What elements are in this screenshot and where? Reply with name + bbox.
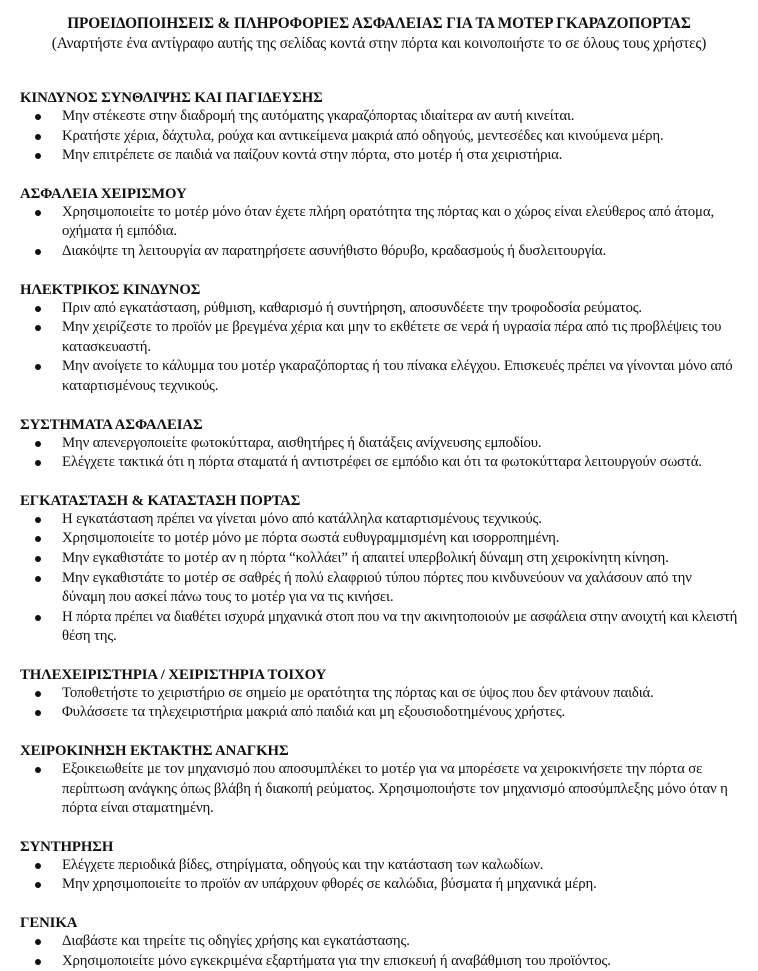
list-item <box>20 529 738 549</box>
bullet-list <box>20 684 738 723</box>
bullet-dot-icon <box>35 460 41 466</box>
list-item-text: Μην χειρίζεστε το προϊόν με βρεγμένα χέρια και μην το εκθέτετε σε νερά ή υγρασία πέρα από τις προβλέψεις του κατασκευαστή. <box>62 319 722 355</box>
list-item-text: Διαβάστε και τηρείτε τις οδηγίες χρήσης και εγκατάστασης. <box>62 933 410 950</box>
list-item-text: Μην ανοίγετε το κάλυμμα του μοτέρ γκαραζόπορτας ή του πίνακα ελέγχου. Επισκευές πρέπει να γίνονται μόνο από καταρτισμένους τεχνικούς. <box>62 358 733 394</box>
bullet-dot-icon <box>35 959 41 965</box>
bullet-dot-icon <box>35 691 41 697</box>
list-item-text: Μην επιτρέπετε σε παιδιά να παίζουν κοντά στην πόρτα, στο μοτέρ ή στα χειριστήρια. <box>62 147 563 164</box>
section <box>20 742 738 819</box>
list-item <box>20 932 738 952</box>
section <box>20 914 738 971</box>
bullet-list <box>20 856 738 895</box>
document-subtitle: (Αναρτήστε ένα αντίγραφο αυτής της σελίδας κοντά στην πόρτα και κοινοποιήστε το σε όλους τους χρήστες) <box>51 35 707 52</box>
section-title: ΣΥΣΤΗΜΑΤΑ ΑΣΦΑΛΕΙΑΣ <box>20 416 203 433</box>
list-item <box>20 357 738 396</box>
section-title: ΚΙΝΔΥΝΟΣ ΣΥΝΘΛΙΨΗΣ ΚΑΙ ΠΑΓΙΔΕΥΣΗΣ <box>20 90 323 106</box>
section <box>20 666 738 723</box>
bullet-dot-icon <box>35 249 41 255</box>
section-title: ΗΛΕΚΤΡΙΚΟΣ ΚΙΝΔΥΝΟΣ <box>20 281 201 298</box>
bullet-dot-icon <box>35 364 41 370</box>
list-item-text: Μην απενεργοποιείτε φωτοκύτταρα, αισθητήρες ή διατάξεις ανίχνευσης εμποδίου. <box>62 434 542 451</box>
list-item <box>20 760 738 819</box>
list-item-text: Πριν από εγκατάσταση, ρύθμιση, καθαρισμό ή συντήρηση, αποσυνδέετε την τροφοδοσία ρεύματος. <box>62 299 642 316</box>
bullet-list <box>20 299 738 397</box>
bullet-dot-icon <box>35 556 41 562</box>
bullet-list <box>20 434 738 473</box>
list-item <box>20 242 738 262</box>
bullet-dot-icon <box>35 153 41 159</box>
list-item-text: Τοποθετήστε το χειριστήριο σε σημείο με ορατότητα της πόρτας και σε ύψος που δεν φτάνουν παιδιά. <box>62 684 654 701</box>
section-title: ΧΕΙΡΟΚΙΝΗΣΗ ΕΚΤΑΚΤΗΣ ΑΝΑΓΚΗΣ <box>20 743 289 760</box>
list-item <box>20 127 738 147</box>
section-title: ΓΕΝΙΚΑ <box>20 915 78 932</box>
list-item <box>20 434 738 454</box>
list-item <box>20 608 738 647</box>
section <box>20 89 738 166</box>
list-item-text: Φυλάσσετε τα τηλεχειριστήρια μακριά από παιδιά και μη εξουσιοδοτημένους χρήστες. <box>62 704 566 721</box>
list-item-text: Χρησιμοποιείτε μόνο εγκεκριμένα εξαρτήματα για την επισκευή ή αναβάθμιση του προϊόντος. <box>62 952 611 969</box>
list-item <box>20 569 738 608</box>
section <box>20 492 738 647</box>
list-item-text: Ελέγχετε τακτικά ότι η πόρτα σταματά ή αντιστρέφει σε εμπόδιο και ότι τα φωτοκύτταρα λειτουργούν σωστά. <box>62 454 702 471</box>
bullet-dot-icon <box>35 710 41 716</box>
list-item-text: Μην στέκεστε στην διαδρομή της αυτόματης γκαραζόπορτας ιδιαίτερα αν αυτή κινείται. <box>62 108 575 124</box>
list-item <box>20 453 738 473</box>
section <box>20 416 738 473</box>
section-title: ΕΓΚΑΤΑΣΤΑΣΗ & ΚΑΤΑΣΤΑΣΗ ΠΟΡΤΑΣ <box>20 492 301 509</box>
document-header <box>20 14 738 53</box>
list-item-text: Κρατήστε χέρια, δάχτυλα, ρούχα και αντικείμενα μακριά από οδηγούς, μεντεσέδες και κινούμενα μέρη. <box>62 127 664 144</box>
list-item-text: Μην εγκαθιστάτε το μοτέρ αν η πόρτα “κολλάει” ή απαιτεί υπερβολική δύναμη στη χειροκίνητη κίνηση. <box>62 549 669 566</box>
bullet-dot-icon <box>35 517 41 523</box>
list-item-text: Μην χρησιμοποιείτε το προϊόν αν υπάρχουν φθορές σε καλώδια, βύσματα ή μηχανικά μέρη. <box>62 876 597 893</box>
bullet-dot-icon <box>35 615 41 621</box>
list-item-text: Μην εγκαθιστάτε το μοτέρ σε σαθρές ή πολύ ελαφριού τύπου πόρτες που κινδυνεύουν να χαλάσουν από την δύναμη που ασκεί πάνω τους το μοτέρ για να τις κινήσει. <box>62 569 692 606</box>
list-item-text: Η εγκατάσταση πρέπει να γίνεται μόνο από κατάλληλα καταρτισμένους τεχνικούς. <box>62 510 542 527</box>
bullet-dot-icon <box>35 536 41 542</box>
bullet-list <box>20 760 738 819</box>
section <box>20 838 738 895</box>
list-item <box>20 318 738 357</box>
document-title: ΠΡΟΕΙΔΟΠΟΙΗΣΕΙΣ & ΠΛΗΡΟΦΟΡΙΕΣ ΑΣΦΑΛΕΙΑΣ ΓΙΑ ΤΑ ΜΟΤΕΡ ΓΚΑΡΑΖΟΠΟΡΤΑΣ <box>67 15 691 32</box>
section <box>20 281 738 397</box>
list-item-text: Εξοικειωθείτε με τον μηχανισμό που αποσυμπλέκει το μοτέρ για να μπορέσετε να χειροκινήσετε την πόρτα σε περίπτωση ανάγκης όπως βλάβη ή διακοπή ρεύματος. Χρησιμοποιήστε τον μηχανισμό αποσύμπλεξης μόνο όταν η πόρτα είναι σταματημένη. <box>62 761 728 817</box>
list-item <box>20 203 738 242</box>
list-item-text: Η πόρτα πρέπει να διαθέτει ισχυρά μηχανικά στοπ που να την ακινητοποιούν με ασφάλεια στην ανοιχτή και κλειστή θέση της. <box>62 608 738 645</box>
section <box>20 185 738 262</box>
section-title: ΣΥΝΤΗΡΗΣΗ <box>20 838 114 855</box>
list-item <box>20 875 738 895</box>
sections-container <box>20 89 738 971</box>
bullet-list <box>20 203 738 262</box>
list-item <box>20 856 738 876</box>
list-item-text: Διακόψτε τη λειτουργία αν παρατηρήσετε ασυνήθιστο θόρυβο, κραδασμούς ή δυσλειτουργία. <box>62 242 606 259</box>
bullet-dot-icon <box>35 114 41 120</box>
bullet-dot-icon <box>35 306 41 312</box>
list-item <box>20 684 738 704</box>
section-title: ΑΣΦΑΛΕΙΑ ΧΕΙΡΙΣΜΟΥ <box>20 185 187 202</box>
list-item <box>20 549 738 569</box>
bullet-list <box>20 932 738 971</box>
bullet-list <box>20 510 738 647</box>
list-item <box>20 952 738 971</box>
bullet-dot-icon <box>35 441 41 447</box>
bullet-dot-icon <box>35 767 41 773</box>
list-item <box>20 107 738 127</box>
list-item-text: Χρησιμοποιείτε το μοτέρ μόνο με πόρτα σωστά ευθυγραμμισμένη και ισορροπημένη. <box>62 530 560 547</box>
list-item-text: Ελέγχετε περιοδικά βίδες, στηρίγματα, οδηγούς και την κατάσταση των καλωδίων. <box>62 856 544 873</box>
bullet-dot-icon <box>35 882 41 888</box>
bullet-dot-icon <box>35 210 41 216</box>
bullet-dot-icon <box>35 134 41 140</box>
list-item-text: Χρησιμοποιείτε το μοτέρ μόνο όταν έχετε πλήρη ορατότητα της πόρτας και ο χώρος είναι ελεύθερος από άτομα, οχήματα ή εμπόδια. <box>62 203 714 240</box>
list-item <box>20 146 738 166</box>
bullet-dot-icon <box>35 863 41 869</box>
list-item <box>20 703 738 723</box>
list-item <box>20 299 738 319</box>
bullet-dot-icon <box>35 576 41 582</box>
bullet-list <box>20 107 738 166</box>
bullet-dot-icon <box>35 325 41 331</box>
section-title: ΤΗΛΕΧΕΙΡΙΣΤΗΡΙΑ / ΧΕΙΡΙΣΤΗΡΙΑ ΤΟΙΧΟΥ <box>20 666 327 683</box>
bullet-dot-icon <box>35 939 41 945</box>
list-item <box>20 510 738 530</box>
